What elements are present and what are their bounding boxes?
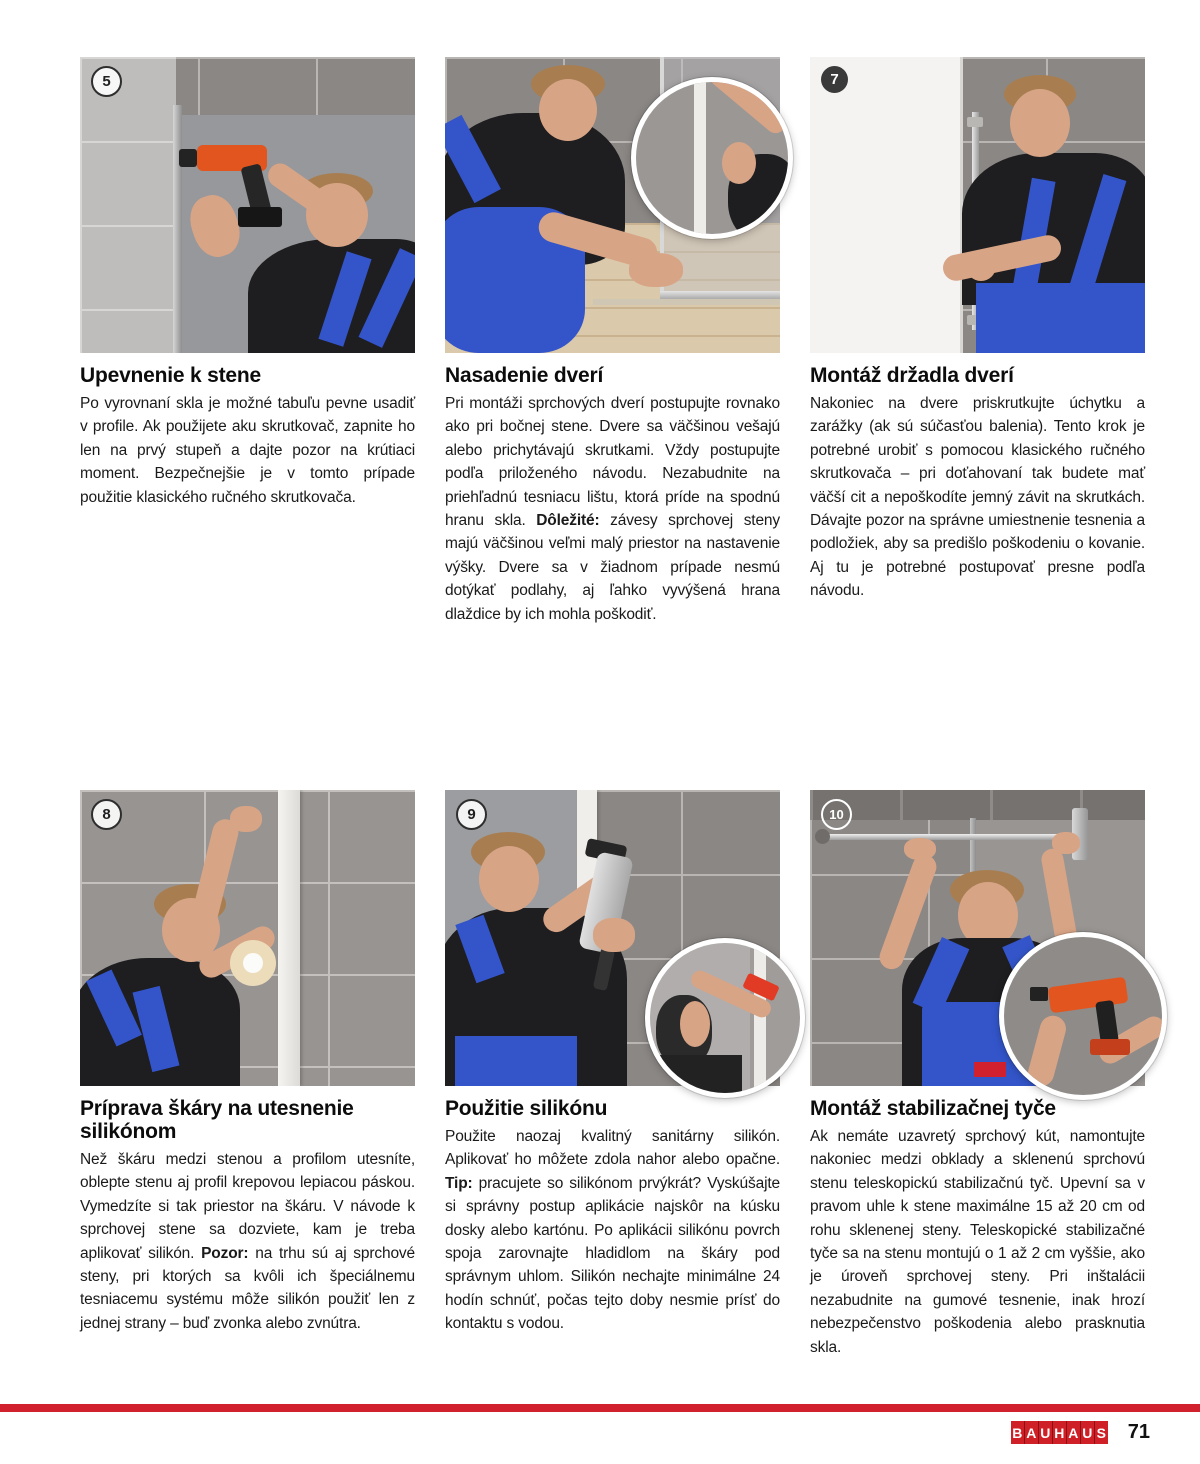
step-heading: Montáž držadla dverí <box>810 364 1014 387</box>
step-heading: Použitie silikónu <box>445 1097 608 1120</box>
ceiling-tiles <box>810 790 1145 820</box>
step-body <box>80 392 415 509</box>
logo-letter: A <box>1067 1421 1081 1444</box>
inset-shoulder <box>650 1055 742 1093</box>
logo-letter: H <box>1053 1421 1067 1444</box>
logo-letter: B <box>1011 1421 1025 1444</box>
stabilizer-bar-illustration <box>825 834 1081 840</box>
wall-profile-strip <box>278 790 300 1086</box>
photo-wrap-10 <box>810 790 1145 1086</box>
step-heading: Upevnenie k stene <box>80 364 262 387</box>
inset-profile-strip <box>694 82 706 234</box>
step-number-badge: 5 <box>91 66 122 97</box>
body-bold: Pozor: <box>201 1244 249 1262</box>
steps-grid <box>80 57 1145 1359</box>
overalls <box>976 283 1145 353</box>
bauhaus-logo <box>1011 1421 1108 1444</box>
body-text: Nakoniec na dvere priskrutkujte úchytku a zarážky (ak sú súčasťou balenia). Tento krok je potrebné urobiť s pomocou klasického ručného skrutkovača – pri doťahovaní tak budete mať väčší cit a nepoškodíte jemný závit na skrutkách. Dávajte pozor na správne umiestnenie tesnenia a podložiek, aby sa predišlo poškodeniu o kovanie. Aj tu je potrebné postupovať presne podľa návodu. <box>810 395 1145 600</box>
step-number-badge: 10 <box>821 799 852 830</box>
inset-detail-circle <box>999 932 1167 1100</box>
logo-letter: S <box>1096 1424 1106 1441</box>
inset-arm <box>1025 1013 1069 1089</box>
drill-chuck <box>179 149 197 167</box>
step-body <box>810 392 1145 603</box>
body-text: Než škáru medzi stenou a profilom utesníte, oblepte stenu aj profil krepovou lepiacou páskou. Vymedzíte si tak priestor na škáru. V návode k sprchovej stene sa dozviete, kam je treba aplikovať silikón. <box>80 1151 415 1262</box>
inset-detail-circle <box>645 938 805 1098</box>
hand-on-bar <box>904 838 936 860</box>
white-door-panel <box>810 57 963 353</box>
wall-profile-bar <box>173 105 182 353</box>
person-head <box>1010 89 1070 157</box>
step-body <box>445 392 780 626</box>
logo-letter: U <box>1081 1421 1095 1444</box>
photo-step-7 <box>810 57 1145 353</box>
logo-letter: U <box>1039 1421 1053 1444</box>
overalls <box>455 1036 577 1086</box>
masking-tape-hole <box>243 953 263 973</box>
hand-on-bar <box>1052 832 1080 854</box>
body-bold: Tip: <box>445 1174 473 1192</box>
hand-on-strip <box>230 806 262 832</box>
handle-mount <box>967 117 983 127</box>
photo-wrap-7 <box>810 57 1145 353</box>
photo-wrap-5 <box>80 57 415 353</box>
photo-wrap-6 <box>445 57 780 353</box>
photo-step-8 <box>80 790 415 1086</box>
footer-rule <box>0 1404 1200 1412</box>
step-card-5 <box>80 57 415 790</box>
glass-reflection <box>80 57 176 353</box>
page-number: 71 <box>1127 1421 1150 1443</box>
step-card-6 <box>445 57 780 790</box>
body-text: na trhu sú aj sprchové steny, pri ktorých sa kvôli ich špeciálnemu tesniacemu systému môže silikón použiť len z jednej strany – buď zvonka alebo zvnútra. <box>80 1244 415 1332</box>
inset-face <box>680 1001 710 1047</box>
photo-wrap-9 <box>445 790 780 1086</box>
footer <box>1011 1421 1150 1444</box>
inset-drill-handle <box>1095 1000 1119 1044</box>
step-number-badge: 8 <box>91 799 122 830</box>
body-text: Po vyrovnaní skla je možné tabuľu pevne usadiť v profile. Ak použijete aku skrutkovač, zapnite ho len na prvý stupeň a dajte pozor na krútiaci moment. Bezpečnejšie je v tomto prípade použitie klasického ručného skrutkovača. <box>80 395 415 506</box>
body-text: Pri montáži sprchových dverí postupujte rovnako ako pri bočnej stene. Dvere sa väčšinou vešajú alebo prichytávajú skrutkami. Vždy postupujte podľa priloženého návodu. Nezabudnite na priehľadnú tesniacu lištu, ktorá príde na spodnú hranu skla. <box>445 395 780 530</box>
step-number-badge: 7 <box>821 66 848 93</box>
bar-wall-mount <box>815 829 830 844</box>
inset-detail-circle <box>631 77 793 239</box>
inset-drill-battery <box>1090 1039 1130 1055</box>
person-head <box>479 846 539 912</box>
body-bold: Dôležité: <box>536 512 600 530</box>
step-card-9 <box>445 790 780 1359</box>
inset-face <box>722 142 756 184</box>
body-text: závesy sprchovej steny majú väčšinou veľmi malý priestor na nastavenie výšky. Dvere sa v žiadnom prípade nesmú dotýkať podlahy, aj ľahko vyvýšená hrana dlaždice by ich mohla poškodiť. <box>445 512 780 623</box>
step-body <box>445 1125 780 1336</box>
body-text: Použite naozaj kvalitný sanitárny silikón. Aplikovať ho môžete zdola nahor alebo opačne. <box>445 1128 780 1169</box>
step-card-8 <box>80 790 415 1359</box>
step-body <box>80 1148 415 1335</box>
inset-drill-body <box>1048 977 1129 1014</box>
step-heading: Príprava škáry na utesnenie silikónom <box>80 1097 354 1143</box>
body-text: Ak nemáte uzavretý sprchový kút, namontujte nakoniec medzi obklady a sklenenú sprchovú stenu teleskopickú stabilizačnú tyč. Upevní sa v pravom uhle k stene maximálne 15 až 20 cm od rohu sklenenej steny. Teleskopické stabilizačné tyče sa na stenu montujú o 1 až 2 cm vyššie, ako je úroveň sprchovej steny. Pri inštalácii nezabudnite na gumové tesnenie, inak hrozí nebezpečenstvo poškodenia alebo prasknutia skla. <box>810 1128 1145 1356</box>
step-card-7 <box>810 57 1145 790</box>
step-number-badge: 9 <box>456 799 487 830</box>
logo-letter: A <box>1025 1421 1039 1444</box>
step-heading: Nasadenie dverí <box>445 364 604 387</box>
step-card-10 <box>810 790 1145 1359</box>
hand-on-handle <box>966 251 996 281</box>
person-hands <box>629 253 683 287</box>
person-head <box>539 79 597 141</box>
photo-step-5 <box>80 57 415 353</box>
bib-logo-patch <box>974 1062 1006 1077</box>
raised-arm <box>189 817 241 932</box>
body-text: pracujete so silikónom prvýkrát? Vyskúšajte si správny postup aplikácie najskôr na kúsku dosky alebo kartónu. Po aplikácii silikónu povrch spoja zarovnajte hladidlom na škáry pod správnym uhlom. Silikón nechajte minimálne 24 hodín schnúť, počas tejto doby nesmie prísť do kontaktu s vodou. <box>445 1174 780 1333</box>
inset-profile-strip <box>754 943 766 1093</box>
step-heading: Montáž stabilizačnej tyče <box>810 1097 1056 1120</box>
step-body <box>810 1125 1145 1359</box>
inset-drill-chuck <box>1030 987 1048 1001</box>
photo-wrap-8 <box>80 790 415 1086</box>
drill-battery <box>238 207 282 227</box>
hand-on-gun <box>593 918 635 952</box>
seal-strip <box>593 299 780 305</box>
